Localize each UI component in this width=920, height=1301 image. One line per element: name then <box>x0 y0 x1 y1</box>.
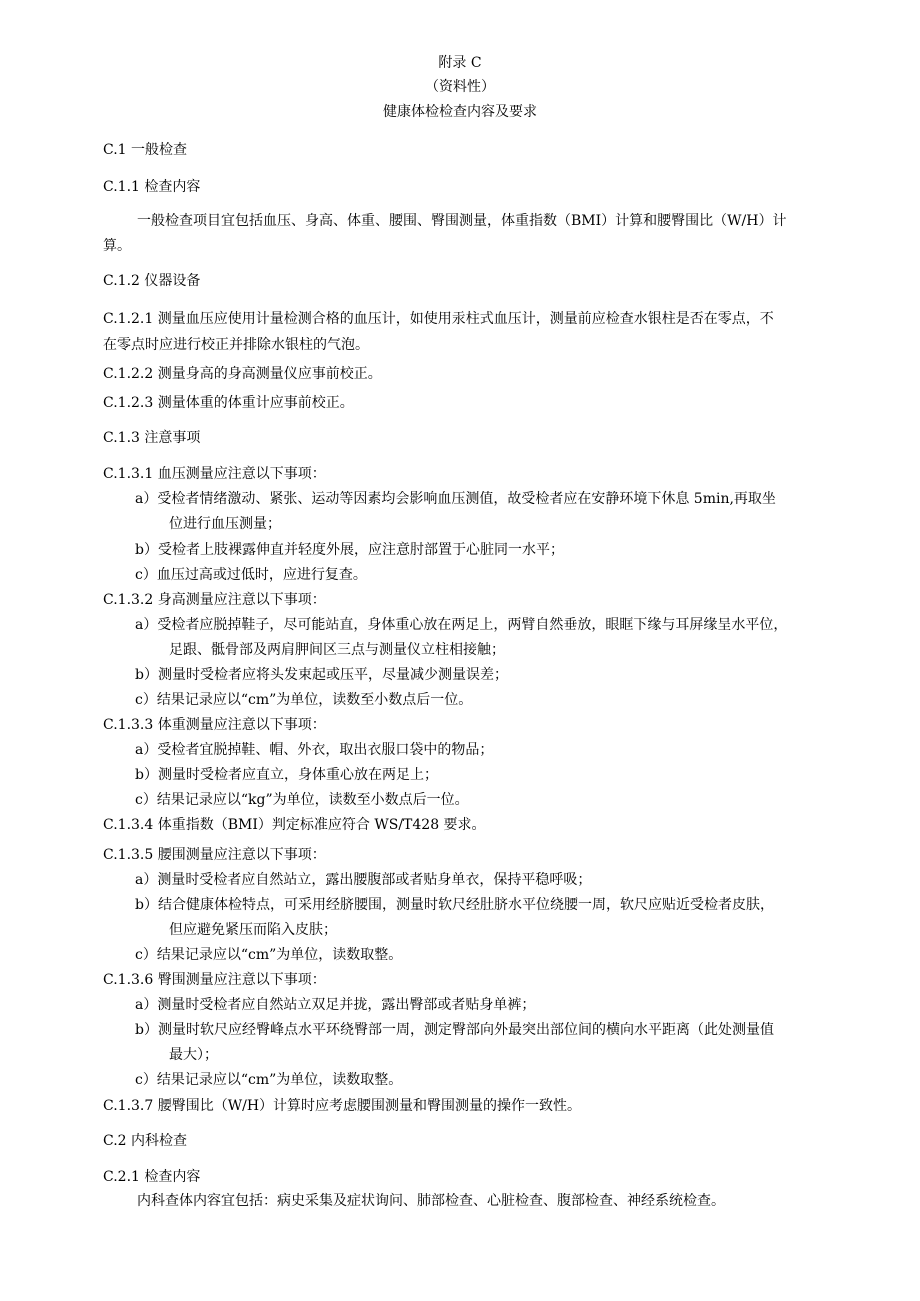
list-item: c）结果记录应以“cm”为单位，读数取整。 <box>135 1072 403 1088</box>
paragraph-line: 内科查体内容宜包括：病史采集及症状询问、肺部检查、心脏检查、腹部检查、神经系统检查。 <box>137 1193 725 1209</box>
subsection-heading: C.1.3 注意事项 <box>103 430 201 446</box>
list-item-continuation: 但应避免紧压而陷入皮肤； <box>169 922 337 938</box>
clause-line: C.1.2.3 测量体重的体重计应事前校正。 <box>103 395 354 411</box>
clause-line: C.1.3.2 身高测量应注意以下事项： <box>103 592 326 608</box>
list-item: b）结合健康体检特点，可采用经脐腰围，测量时软尺经肚脐水平位绕腰一周，软尺应贴近受检者皮肤， <box>135 897 774 913</box>
list-item: a）测量时受检者应自然站立，露出腰腹部或者贴身单衣，保持平稳呼吸； <box>135 872 592 888</box>
list-item: a）测量时受检者应自然站立双足并拢，露出臀部或者贴身单裤； <box>135 997 536 1013</box>
clause-line: C.1.3.6 臀围测量应注意以下事项： <box>103 972 326 988</box>
subsection-heading: C.2.1 检查内容 <box>103 1169 201 1185</box>
list-item: a）受检者宜脱掉鞋、帽、外衣，取出衣服口袋中的物品； <box>135 742 494 758</box>
clause-line: C.1.2.2 测量身高的身高测量仪应事前校正。 <box>103 366 382 382</box>
appendix-label: 附录 C <box>438 55 482 71</box>
list-item-continuation: 最大）； <box>169 1047 218 1063</box>
clause-line: C.1.3.1 血压测量应注意以下事项： <box>103 466 326 482</box>
list-item: c）结果记录应以“kg”为单位，读数至小数点后一位。 <box>135 792 469 808</box>
paragraph-line: 一般检查项目宜包括血压、身高、体重、腰围、臀围测量，体重指数（BMI）计算和腰臀围比（W/H）计 <box>137 213 787 229</box>
clause-line: C.1.3.7 腰臀围比（W/H）计算时应考虑腰围测量和臀围测量的操作一致性。 <box>103 1098 582 1114</box>
list-item: b）测量时软尺应经臀峰点水平环绕臀部一周，测定臀部向外最突出部位间的横向水平距离（此处测量值 <box>135 1022 774 1038</box>
appendix-nature: （资料性） <box>425 79 495 95</box>
section-heading: C.1 一般检查 <box>103 142 188 158</box>
subsection-heading: C.1.2 仪器设备 <box>103 273 201 289</box>
list-item: b）受检者上肢裸露伸直并轻度外展，应注意肘部置于心脏同一水平； <box>135 542 564 558</box>
paragraph-line: 算。 <box>103 238 131 254</box>
appendix-title: 健康体检检查内容及要求 <box>383 104 537 120</box>
clause-line: C.1.3.3 体重测量应注意以下事项： <box>103 717 326 733</box>
list-item: c）结果记录应以“cm”为单位，读数至小数点后一位。 <box>135 692 473 708</box>
list-item: a）受检者情绪激动、紧张、运动等因素均会影响血压测值，故受检者应在安静环境下休息 5min,再取坐 <box>135 491 776 507</box>
list-item: b）测量时受检者应直立，身体重心放在两足上； <box>135 767 438 783</box>
clause-line: C.1.2.1 测量血压应使用计量检测合格的血压计，如使用汞柱式血压计，测量前应检查水银柱是否在零点，不 <box>103 311 774 327</box>
clause-line: C.1.3.4 体重指数（BMI）判定标准应符合 WS/T428 要求。 <box>103 817 486 833</box>
list-item-continuation: 位进行血压测量； <box>169 516 281 532</box>
subsection-heading: C.1.1 检查内容 <box>103 179 201 195</box>
clause-line: C.1.3.5 腰围测量应注意以下事项： <box>103 847 326 863</box>
list-item-continuation: 足跟、骶骨部及两肩胛间区三点与测量仪立柱相接触； <box>169 642 505 658</box>
list-item: b）测量时受检者应将头发束起或压平，尽量减少测量误差； <box>135 667 508 683</box>
list-item: a）受检者应脱掉鞋子，尽可能站直，身体重心放在两足上，两臂自然垂放，眼眶下缘与耳屏缘呈水平位， <box>135 617 788 633</box>
list-item: c）血压过高或过低时，应进行复查。 <box>135 567 367 583</box>
list-item: c）结果记录应以“cm”为单位，读数取整。 <box>135 947 403 963</box>
section-heading: C.2 内科检查 <box>103 1133 188 1149</box>
clause-line: 在零点时应进行校正并排除水银柱的气泡。 <box>103 337 369 353</box>
